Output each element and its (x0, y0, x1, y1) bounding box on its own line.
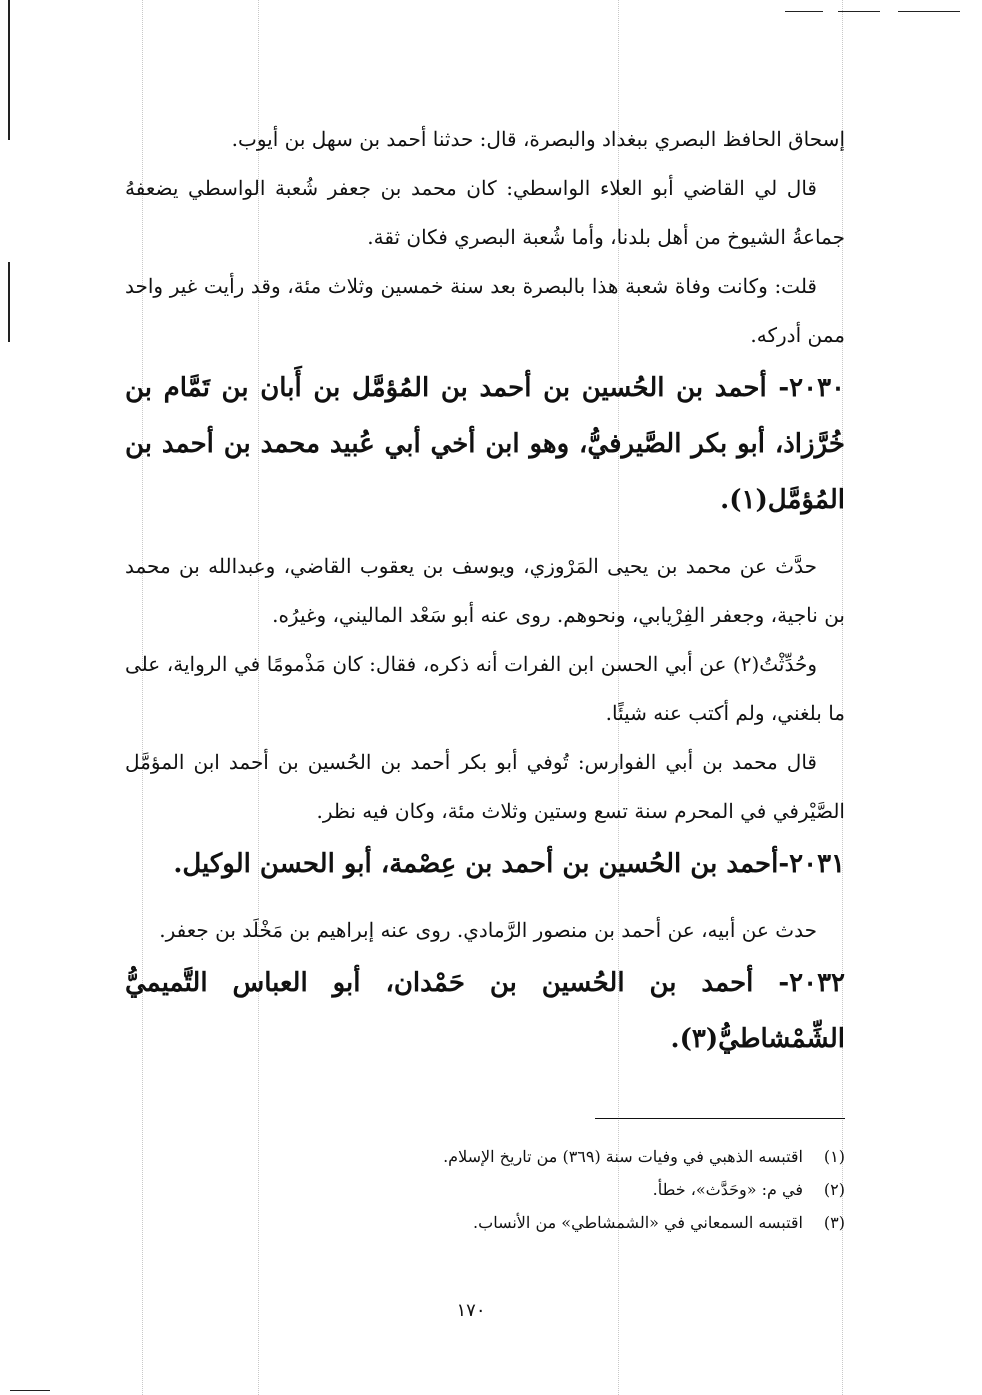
paragraph: حدَّث عن محمد بن يحيى المَرْوزي، ويوسف بن يعقوب القاضي، وعبدالله بن محمد بن ناجية، وجعفر الفِرْيابي، ونحوهم. روى عنه أبو سَعْد الماليني، وغيرُه. (125, 554, 845, 627)
footnote-item (300, 1206, 845, 1239)
paragraph: حدث عن أبيه، عن أحمد بن منصور الرَّمادي. روى عنه إبراهيم بن مَخْلَد بن جعفر. (159, 918, 817, 942)
entry-heading-2032: ٢٠٣٢- أحمد بن الحُسين بن حَمْدان، أبو العباس التَّميميُّ الشِّمْشاطيُّ(٣). (125, 968, 845, 1054)
paragraph: قال محمد بن أبي الفوارس: تُوفي أبو بكر أحمد بن الحُسين بن أحمد ابن المؤمَّل الصَّيْرفي في المحرم سنة تسع وستين وثلاث مئة، وكان فيه نظر. (125, 750, 845, 823)
entry-heading-2031: ٢٠٣١-أحمد بن الحُسين بن أحمد بن عِصْمة، أبو الحسن الوكيل. (173, 849, 845, 879)
paragraph: إسحاق الحافظ البصري ببغداد والبصرة، قال: حدثنا أحمد بن سهل بن أيوب. (231, 127, 845, 151)
footnotes (300, 1140, 845, 1239)
scan-edge-line-middle (8, 262, 10, 342)
paragraph: قال لي القاضي أبو العلاء الواسطي: كان محمد بن جعفر شُعبة الواسطي يضعفهُ جماعةُ الشيوخ من أهل بلدنا، وأما شُعبة البصري فكان ثقة. (125, 176, 845, 249)
footnote-text: اقتبسه السمعاني في «الشمشاطي» من الأنساب. (473, 1213, 803, 1232)
footnote-item (300, 1173, 845, 1206)
footnote-item (300, 1140, 845, 1173)
scan-top-dash-3 (898, 11, 960, 12)
scan-top-dash-1 (785, 11, 823, 12)
footnote-number: (٢) (823, 1180, 845, 1199)
scan-bottom-dash (10, 1390, 50, 1391)
footnote-text: في م: «وحَدَّث»، خطأ. (652, 1180, 803, 1199)
footnote-separator (595, 1118, 845, 1119)
paragraph: قلت: وكانت وفاة شعبة هذا بالبصرة بعد سنة خمسين وثلاث مئة، وقد رأيت غير واحد ممن أدركه. (125, 274, 845, 347)
paragraph: وحُدِّثْتُ(٢) عن أبي الحسن ابن الفرات أنه ذكره، فقال: كان مَذْمومًا في الرواية، على ما بلغني، ولم أكتب عنه شيئًا. (125, 652, 845, 725)
scan-edge-line-top (8, 0, 10, 140)
scan-top-dash-2 (838, 11, 880, 12)
page-body (125, 115, 845, 1067)
footnote-number: (٣) (823, 1213, 845, 1232)
footnote-text: اقتبسه الذهبي في وفيات سنة (٣٦٩) من تاريخ الإسلام. (443, 1147, 803, 1166)
page-number: ١٧٠ (456, 1300, 486, 1321)
entry-heading-2030: ٢٠٣٠- أحمد بن الحُسين بن أحمد بن المُؤمَّل بن أَبان بن تَمَّام بن خُرَّزاذ، أبو بكر الصَّيرفيُّ، وهو ابن أخي أبي عُبيد محمد بن أحمد بن المُؤمَّل(١). (125, 373, 845, 515)
footnote-number: (١) (823, 1147, 845, 1166)
